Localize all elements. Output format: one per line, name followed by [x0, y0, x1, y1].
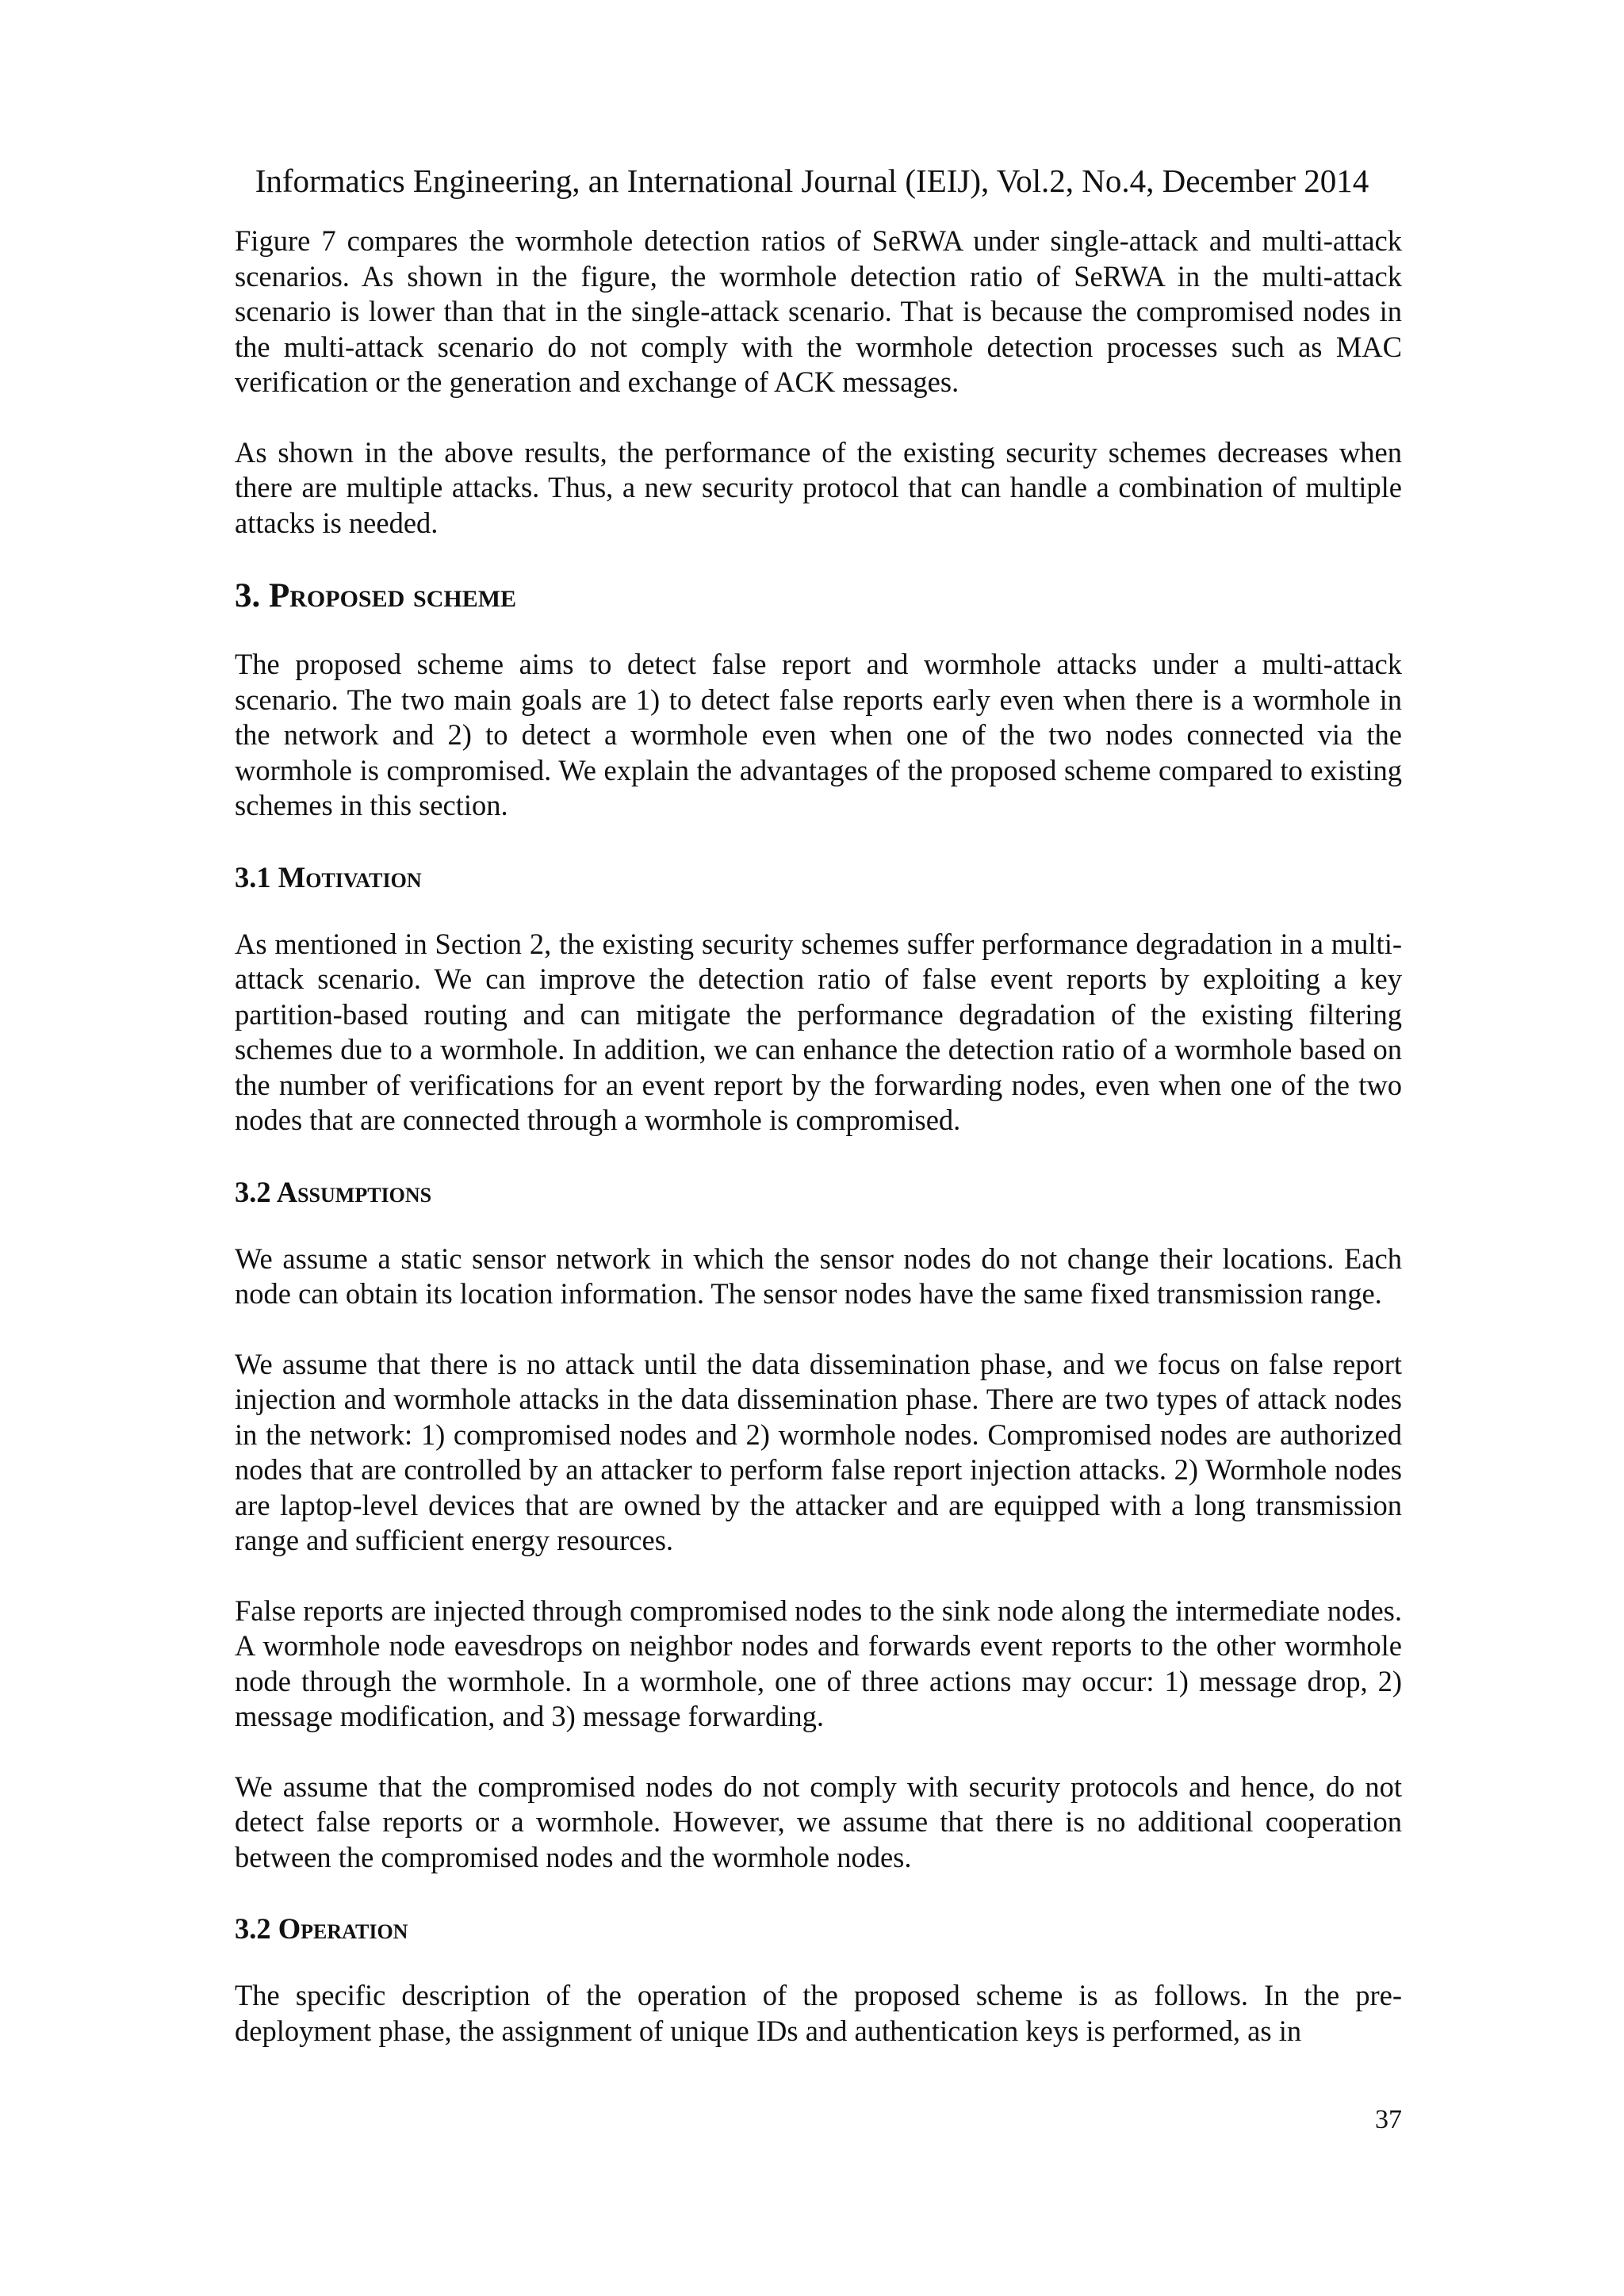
paragraph-wormhole-detection-comparison: Figure 7 compares the wormhole detection ratios of SeRWA under single-attack and multi-attack scenarios. As shown in the figure, the wormhole detection ratio of SeRWA in the multi-attack scenario is lower than that in the single-attack scenario. That is because the compromised nodes in the multi-attack scenario do not comply with the wormhole detection processes such as MAC verification or the generation and exchange of ACK messages.: [235, 224, 1402, 398]
subsection-heading-assumptions: 3.2 Assumptions: [235, 1175, 432, 1208]
section-heading-proposed-scheme: 3. Proposed scheme: [235, 577, 517, 614]
paragraph-operation-description: The specific description of the operation of the proposed scheme is as follows. In the pre-deployment phase, the assignment of unique IDs and authentication keys is performed, as in: [235, 1979, 1402, 2047]
paragraph-static-network-assumption: We assume a static sensor network in which the sensor nodes do not change their locations. Each node can obtain its location information. The sensor nodes have the same fixed transmission range.: [235, 1242, 1402, 1310]
subsection-heading-motivation: 3.1 Motivation: [235, 860, 422, 894]
paragraph-motivation: As mentioned in Section 2, the existing security schemes suffer performance degradation in a multi-attack scenario. We can improve the detection ratio of false event reports by exploiting a key partition-based routing and can mitigate the performance degradation of the existing filtering schemes due to a wormhole. In addition, we can enhance the detection ratio of a wormhole based on the number of verifications for an event report by the forwarding nodes, even when one of the two nodes that are connected through a wormhole is compromised.: [235, 927, 1402, 1136]
subsection-heading-operation: 3.2 Operation: [235, 1912, 408, 1945]
running-header: Informatics Engineering, an International Journal (IEIJ), Vol.2, No.4, December 2014: [255, 163, 1369, 199]
paragraph-multiple-attacks-summary: As shown in the above results, the performance of the existing security schemes decreases when there are multiple attacks. Thus, a new security protocol that can handle a combination of multiple attacks is needed.: [235, 435, 1402, 539]
page-body: [235, 224, 1402, 2084]
paragraph-attack-node-types: We assume that there is no attack until the data dissemination phase, and we focus on false report injection and wormhole attacks in the data dissemination phase. There are two types of attack nodes in the network: 1) compromised nodes and 2) wormhole nodes. Compromised nodes are authorized nodes that are controlled by an attacker to perform false report injection attacks. 2) Wormhole nodes are laptop-level devices that are owned by the attacker and are equipped with a long transmission range and sufficient energy resources.: [235, 1347, 1402, 1556]
paragraph-false-report-injection: False reports are injected through compromised nodes to the sink node along the intermediate nodes. A wormhole node eavesdrops on neighbor nodes and forwards event reports to the other wormhole node through the wormhole. In a wormhole, one of three actions may occur: 1) message drop, 2) message modification, and 3) message forwarding.: [235, 1594, 1402, 1732]
page-number: 37: [1375, 2105, 1402, 2134]
paragraph-proposed-scheme-goals: The proposed scheme aims to detect false report and wormhole attacks under a multi-attack scenario. The two main goals are 1) to detect false reports early even when there is a wormhole in the network and 2) to detect a wormhole even when one of the two nodes connected via the wormhole is compromised. We explain the advantages of the proposed scheme compared to existing schemes in this section.: [235, 648, 1402, 821]
paragraph-compromised-nodes-assumption: We assume that the compromised nodes do not comply with security protocols and hence, do not detect false reports or a wormhole. However, we assume that there is no additional cooperation between the compromised nodes and the wormhole nodes.: [235, 1770, 1402, 1873]
